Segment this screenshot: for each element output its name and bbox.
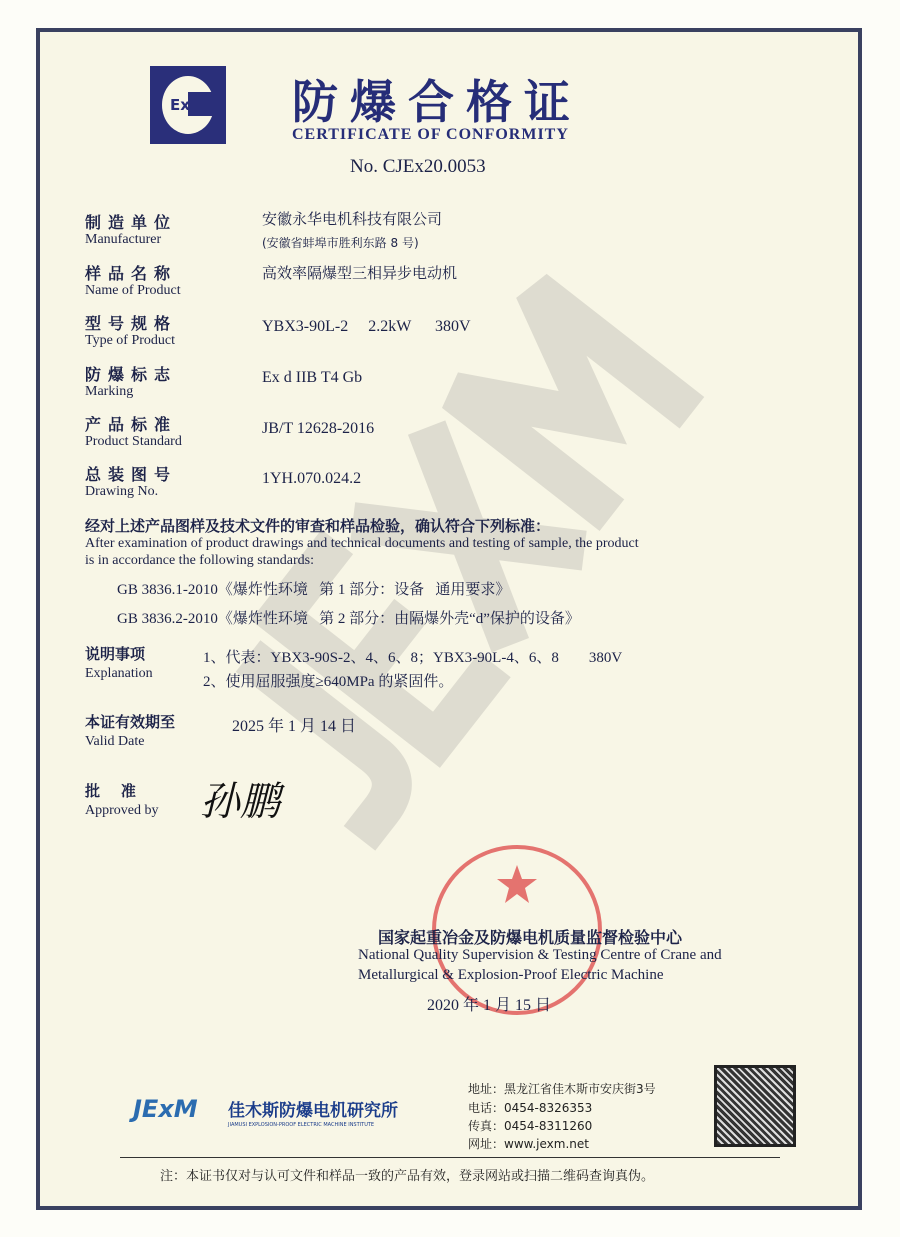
issue-date: 2020 年 1 月 15 日 (427, 997, 552, 1014)
footer-note: 注：本证书仅对与认可文件和样品一致的产品有效，登录网站或扫描二维码查询真伪。 (160, 1169, 655, 1184)
label-standard-en: Product Standard (85, 434, 182, 449)
jexm-logo: JExM (133, 1095, 198, 1123)
marking-value: Ex d IIB T4 Gb (262, 369, 363, 386)
address: 地址：黑龙江省佳木斯市安庆街3号 (468, 1082, 656, 1096)
fax: 传真：0454-8311260 (468, 1119, 593, 1133)
explanation-label-cn: 说明事项 (85, 645, 146, 663)
explanation-item-1: 1、代表：YBX3-90S-2、4、6、8；YBX3-90L-4、6、8 380V (203, 650, 623, 666)
institute-en: JIAMUSI EXPLOSION-PROOF ELECTRIC MACHINE INSTITUTE (228, 1122, 375, 1128)
standard-2: GB 3836.2-2010《爆炸性环境 第 2 部分：由隔爆外壳“d”保护的设备》 (117, 611, 580, 627)
ex-logo: Ex (150, 66, 226, 144)
label-drawing-cn: 总装图号 (85, 465, 178, 484)
statement-en-2: is in accordance the following standards: (85, 553, 314, 568)
product-value: 高效率隔爆型三相异步电动机 (262, 264, 458, 282)
qr-code[interactable] (714, 1065, 796, 1147)
seal-star-icon (496, 863, 538, 905)
label-type-cn: 型号规格 (85, 314, 178, 333)
standard-value: JB/T 12628-2016 (262, 420, 375, 437)
approved-label-cn: 批 准 (85, 782, 136, 800)
valid-label-en: Valid Date (85, 734, 145, 749)
label-marking-cn: 防爆标志 (85, 365, 178, 384)
website[interactable]: 网址：www.jexm.net (468, 1137, 589, 1151)
label-drawing-en: Drawing No. (85, 484, 159, 499)
standard-1: GB 3836.1-2010《爆炸性环境 第 1 部分：设备 通用要求》 (117, 582, 511, 598)
explanation-item-2: 2、使用屈服强度≥640MPa 的紧固件。 (203, 674, 454, 690)
statement-en-1: After examination of product drawings and technical documents and testing of sample, the product (85, 536, 639, 551)
drawing-value: 1YH.070.024.2 (262, 470, 362, 487)
footer-divider (120, 1157, 780, 1158)
signature: 孙鹏 (200, 779, 280, 825)
label-product-cn: 样品名称 (85, 264, 178, 283)
label-marking-en: Marking (85, 384, 134, 399)
manufacturer-address: (安徽省蚌埠市胜利东路 8 号) (262, 236, 419, 250)
valid-date: 2025 年 1 月 14 日 (232, 718, 357, 735)
issuer-en-2: Metallurgical & Explosion-Proof Electric Machine (358, 967, 664, 983)
label-type-en: Type of Product (85, 333, 176, 348)
institute-cn: 佳木斯防爆电机研究所 (228, 1101, 398, 1121)
phone: 电话：0454-8326353 (468, 1101, 593, 1115)
manufacturer-value: 安徽永华电机科技有限公司 (262, 210, 443, 228)
title-cn: 防爆合格证 (292, 75, 582, 129)
explanation-label-en: Explanation (85, 666, 153, 681)
valid-label-cn: 本证有效期至 (85, 713, 176, 731)
label-standard-cn: 产品标准 (85, 415, 178, 434)
statement-cn: 经对上述产品图样及技术文件的审查和样品检验，确认符合下列标准： (85, 517, 551, 535)
label-product-en: Name of Product (85, 283, 181, 298)
certificate-number: No. CJEx20.0053 (350, 156, 486, 177)
issuer-cn: 国家起重冶金及防爆电机质量监督检验中心 (378, 928, 683, 947)
title-en: CERTIFICATE OF CONFORMITY (292, 126, 569, 143)
label-manufacturer-cn: 制造单位 (85, 213, 178, 232)
type-value: YBX3-90L-2 2.2kW 380V (262, 318, 471, 335)
approved-label-en: Approved by (85, 803, 159, 818)
issuer-en-1: National Quality Supervision & Testing Centre of Crane and (358, 947, 722, 963)
label-manufacturer-en: Manufacturer (85, 232, 162, 247)
